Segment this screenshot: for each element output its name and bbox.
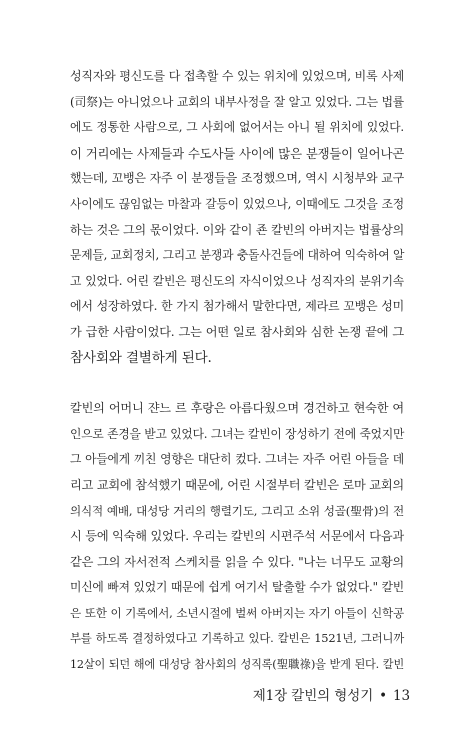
- text-line: 의식적 예배, 대성당 거리의 행렬기도, 그리고 소위 성골(聖骨)의 전: [70, 503, 404, 518]
- text-line: 같은 그의 자서전적 스케치를 읽을 수 있다. "나는 너무도 교황의: [70, 554, 404, 569]
- text-line: 성직자와 평신도를 다 접촉할 수 있는 위치에 있었으며, 비록 사제: [70, 69, 404, 83]
- body-text: [70, 64, 404, 678]
- text-line: 고 있었다. 어린 칼빈은 평신도의 자식이었으나 성직자의 분위기속: [70, 273, 404, 288]
- text-line: 인으로 존경을 받고 있었다. 그녀는 칼빈이 장성하기 전에 죽었지만: [70, 426, 405, 441]
- text-line: 그 아들에게 끼친 영향은 대단히 컸다. 그녀는 자주 어린 아들을 데: [70, 452, 404, 467]
- text-line: 문제들, 교회정치, 그리고 분쟁과 충돌사건들에 대하여 익숙하여 알: [70, 248, 405, 263]
- text-line: 가 급한 사람이었다. 그는 어떤 일로 참사회와 심한 논쟁 끝에 그: [70, 324, 404, 339]
- page-number: 13: [393, 688, 410, 704]
- footer-separator: •: [379, 688, 388, 704]
- text-line: 미신에 빠져 있었기 때문에 쉽게 여기서 탈출할 수가 없었다." 칼빈: [70, 580, 404, 595]
- text-line: 하는 것은 그의 몫이었다. 이와 같이 죤 칼빈의 아버지는 법률상의: [70, 222, 404, 237]
- text-line: 에도 정통한 사람으로, 그 사회에 없어서는 아니 될 위치에 있었다.: [70, 120, 404, 135]
- text-line: 12살이 되던 해에 대성당 참사회의 성직록(聖職祿)을 받게 된다. 칼빈: [70, 658, 404, 672]
- text-line: 부를 하도록 결정하였다고 기록하고 있다. 칼빈은 1521년, 그러니까: [70, 631, 404, 646]
- text-line: 에서 성장하였다. 한 가지 첨가해서 말한다면, 제라르 꼬뱅은 성미: [70, 299, 404, 314]
- text-line: 은 또한 이 기록에서, 소년시절에 벌써 아버지는 자기 아들이 신학공: [70, 605, 404, 620]
- text-line: 참사회와 결별하게 된다.: [70, 349, 212, 366]
- paragraph-2: [70, 396, 404, 678]
- text-line: 칼빈의 어머니 쟌느 르 후랑은 아름다웠으며 경건하고 현숙한 여: [70, 401, 404, 416]
- paragraph-1: [70, 64, 404, 371]
- text-line: 사이에도 끊임없는 마찰과 갈등이 있었으나, 이때에도 그것을 조정: [70, 196, 404, 211]
- text-line: 리고 교회에 참석했기 때문에, 어린 시절부터 칼빈은 로마 교회의: [70, 477, 404, 492]
- text-line: 시 등에 익숙해 있었다. 우리는 칼빈의 시편주석 서문에서 다음과: [70, 529, 404, 544]
- page-footer: [253, 686, 410, 706]
- paragraph-gap: [70, 371, 404, 396]
- text-line: 이 거리에는 사제들과 수도사들 사이에 많은 분쟁들이 일어나곤: [70, 145, 404, 161]
- chapter-title: 제1장 칼빈의 형성기: [252, 688, 374, 704]
- text-line: (司祭)는 아니었으나 교회의 내부사정을 잘 알고 있었다. 그는 법률: [70, 94, 404, 109]
- text-line: 했는데, 꼬뱅은 자주 이 분쟁들을 조정했으며, 역시 시청부와 교구: [70, 171, 404, 186]
